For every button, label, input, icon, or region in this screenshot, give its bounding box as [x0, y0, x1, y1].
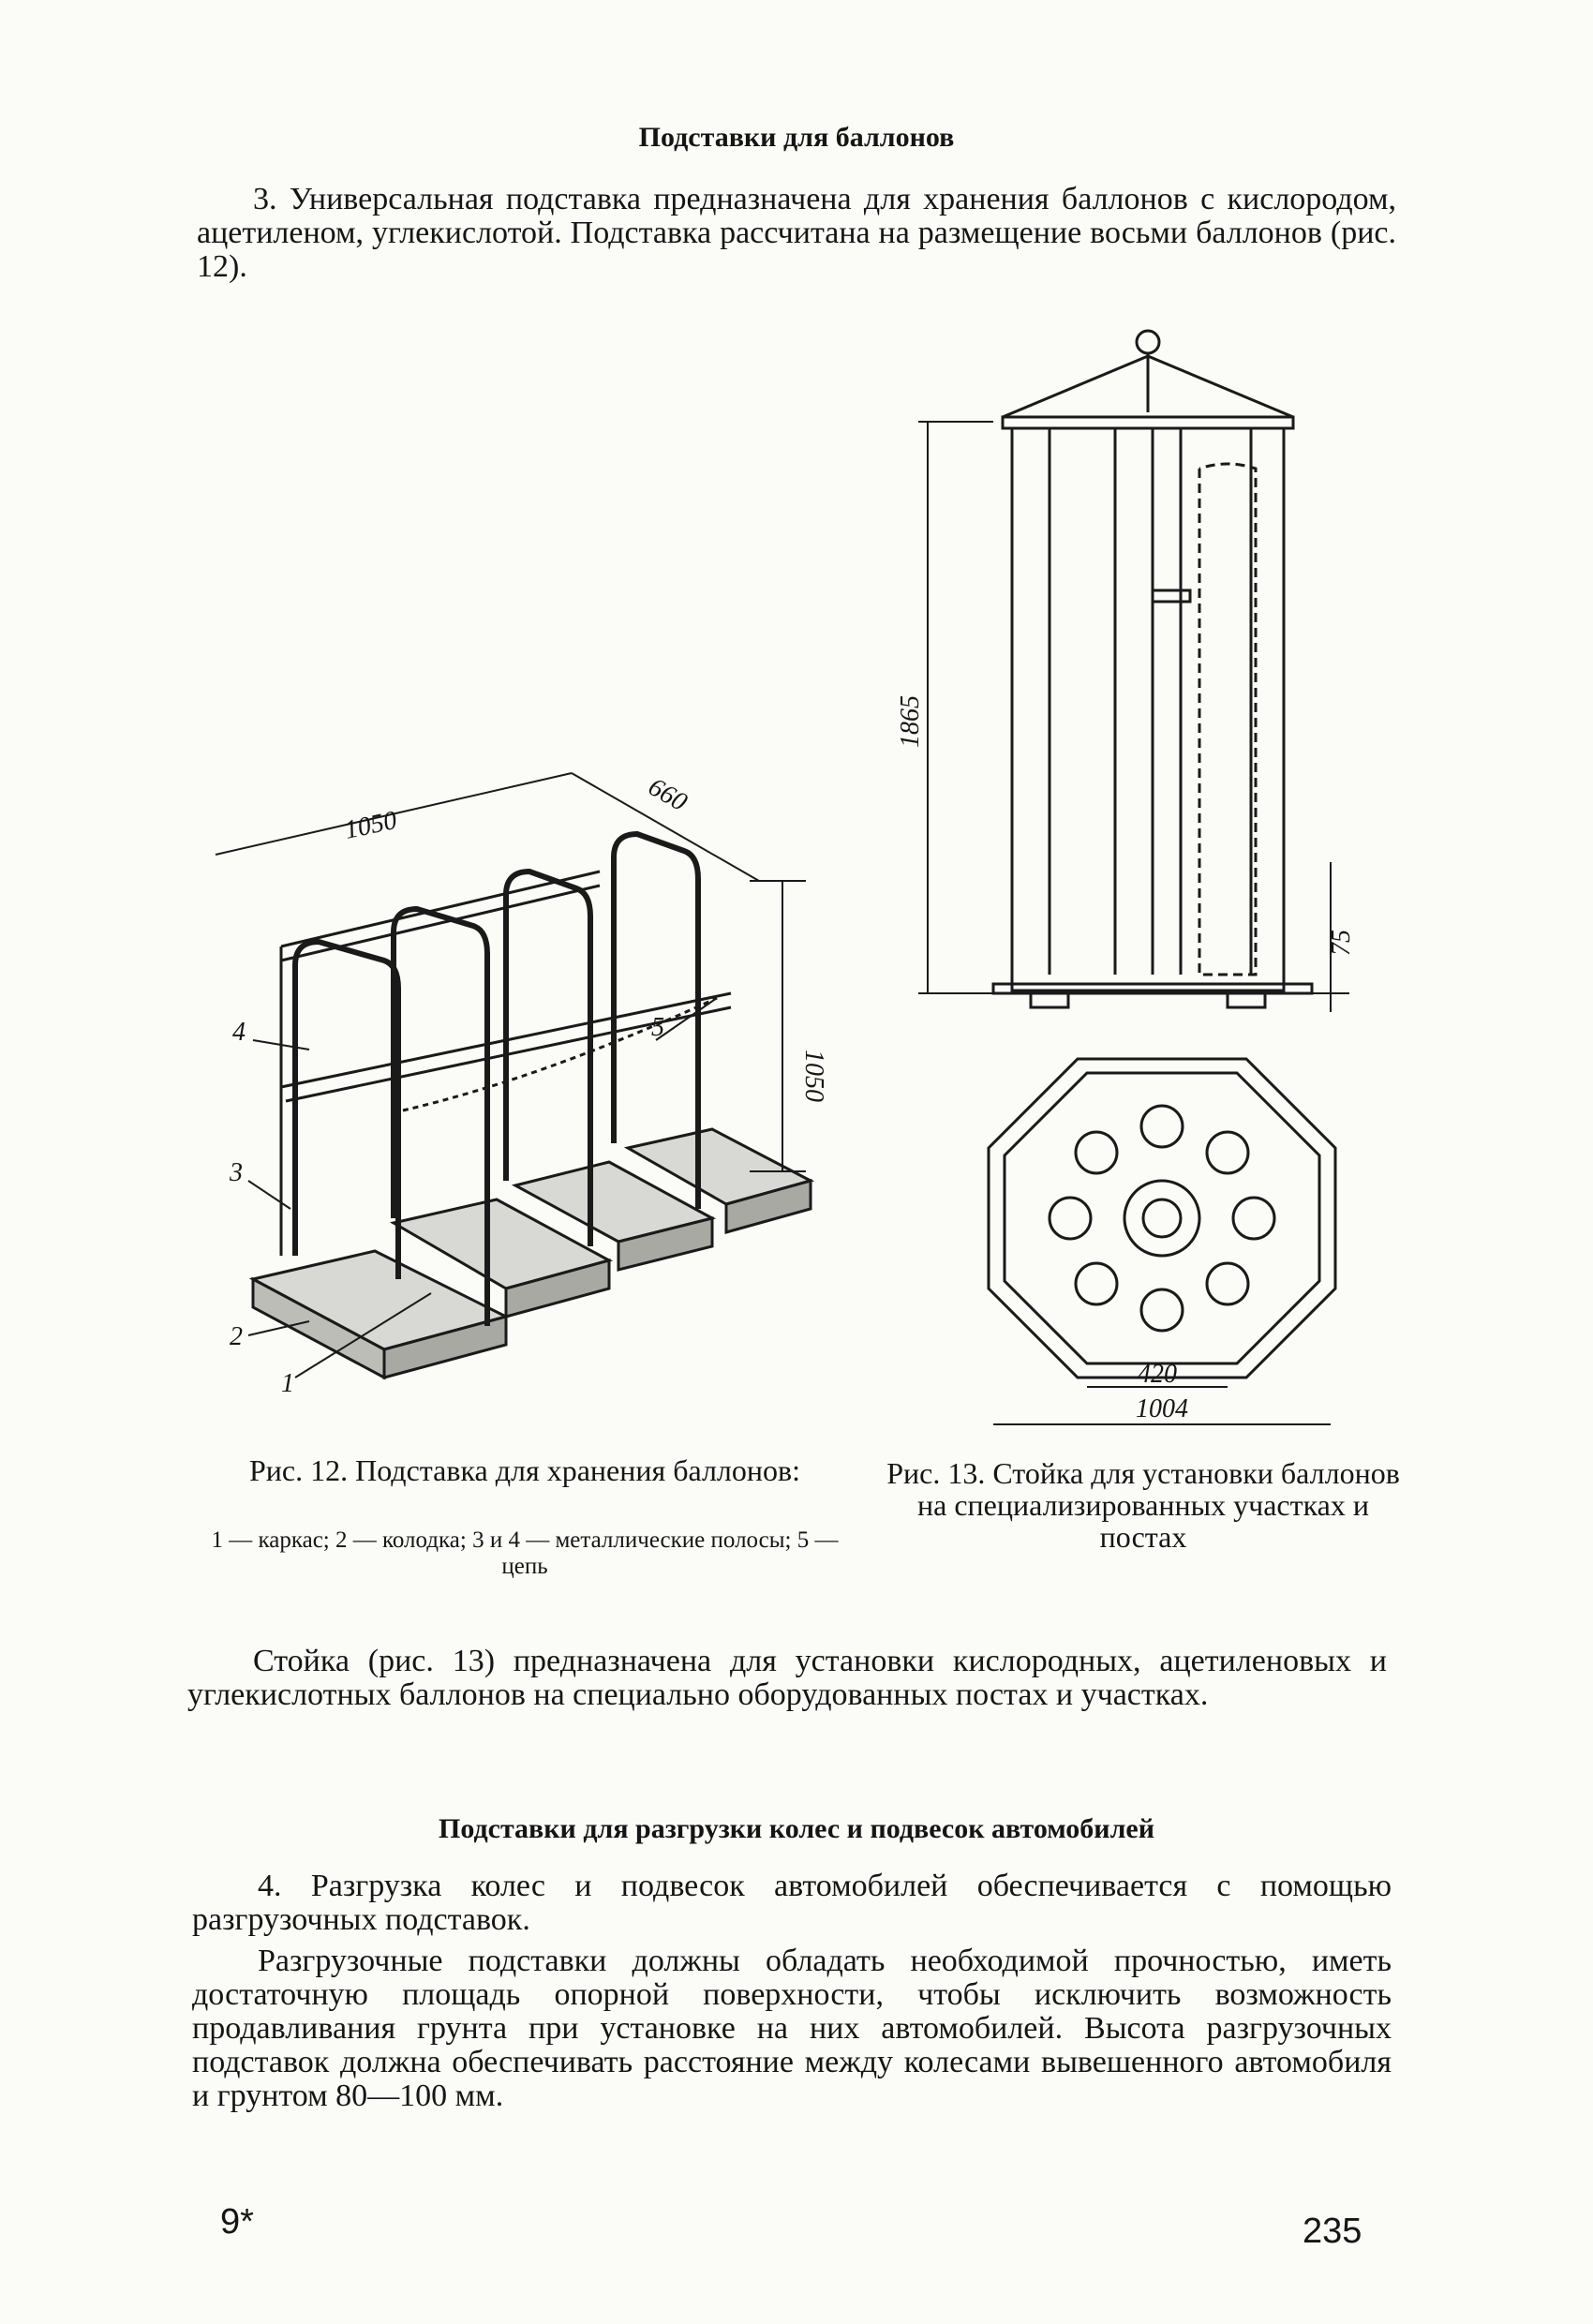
- dim-rack-outer: 1004: [1136, 1394, 1188, 1423]
- signature-mark: 9*: [220, 2202, 254, 2242]
- figure-12-caption-legend: 1 — каркас; 2 — колодка; 3 и 4 — металлические полосы; 5 — цепь: [211, 1527, 839, 1579]
- figure-12-drawing: [206, 768, 918, 1452]
- dim-width: 660: [643, 772, 692, 818]
- figure-12-svg: [206, 768, 918, 1452]
- base-blocks: [253, 1129, 811, 1378]
- figure-13-caption: Рис. 13. Стойка для установки баллонов на специализированных участках и постах: [886, 1456, 1400, 1554]
- section-heading-cylinder-stands: Подставки для баллонов: [638, 122, 955, 153]
- rack-side-view: [993, 331, 1312, 1007]
- label-part-2: 2: [230, 1322, 243, 1351]
- section-heading-unloading-stands: Подставки для разгрузки колес и подвесок автомобилей: [438, 1813, 1155, 1844]
- dim-rack-inner: 420: [1138, 1360, 1177, 1389]
- label-part-3: 3: [230, 1158, 243, 1187]
- figure-13-svg: [890, 319, 1377, 1443]
- dim-rack-base: 75: [1327, 930, 1356, 956]
- unloading-paragraph-1: 4. Разгрузка колес и подвесок автомобилей обеспечивается с помощью разгрузочных подставок.: [192, 1869, 1392, 1937]
- dim-rack-height: 1865: [896, 695, 925, 748]
- page-number: 235: [1303, 2212, 1362, 2251]
- rack-description-paragraph: Стойка (рис. 13) предназначена для установки кислородных, ацетиленовых и углекислотных баллонов на специально оборудованных постах и участках.: [187, 1644, 1387, 1712]
- dim-height: 1050: [799, 1050, 828, 1102]
- chain: [403, 998, 717, 1110]
- dimension-lines: [216, 773, 806, 1171]
- unloading-paragraph-2: Разгрузочные подставки должны обладать необходимой прочностью, иметь достаточную площадь опорной поверхности, чтобы исключить возможность продавливания грунта при установке на них автомобилей. Высота разгрузочных подставок должна обеспечивать расстояние между колесами вывешенного автомобиля и грунтом 80—100 мм.: [192, 1944, 1392, 2113]
- label-part-4: 4: [232, 1018, 246, 1047]
- figure-12-caption-title: Рис. 12. Подставка для хранения баллонов:: [248, 1453, 801, 1487]
- figure-13-drawing: [890, 319, 1377, 1443]
- label-part-1: 1: [281, 1369, 294, 1398]
- intro-paragraph: 3. Универсальная подставка предназначена для хранения баллонов с кислородом, ацетиленом, углекислотой. Подставка рассчитана на размещение восьми баллонов (рис. 12).: [197, 182, 1396, 284]
- label-part-5: 5: [651, 1013, 664, 1042]
- dim-length: 1050: [342, 805, 400, 845]
